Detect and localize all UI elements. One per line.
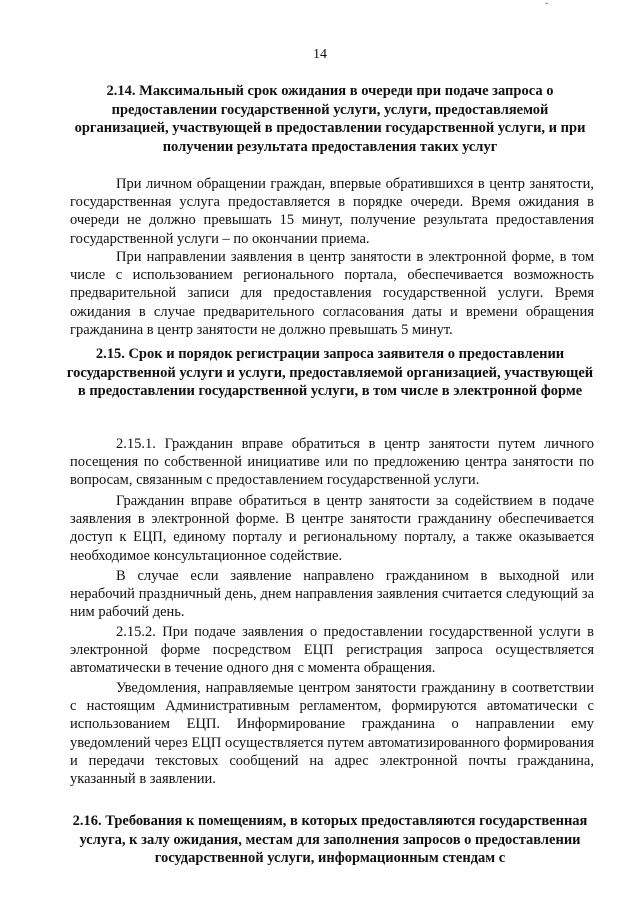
section-heading-2-14: 2.14. Максимальный срок ожидания в очереди при подаче запроса о предоставлении государственной услуги, услуги, предоставляемой организацией, участвующей в предоставлении государственной услуги, и при получении результата предоставления таких услуг xyxy=(74,83,586,155)
paragraph: При личном обращении граждан, впервые обратившихся в центр занятости, государственная услуга предоставляется в порядке очереди. Время ожидания в очереди не должно превышать 15 минут, получение результата предоставления государственной услуги – по окончании приема. xyxy=(70,176,594,247)
paragraph: Гражданин вправе обратиться в центр занятости за содействием в подаче заявления в электронной форме. В центре занятости гражданину обеспечивается доступ к ЕЦП, единому порталу и региональному порталу, а также оказывается необходимое консультационное содействие. xyxy=(70,493,594,564)
paragraph: 2.15.2. При подаче заявления о предоставлении государственной услуги в электронной форме посредством ЕЦП регистрация запроса осуществляется автоматически в течение одного дня с момента обращения. xyxy=(70,624,594,677)
scan-mark: ˇ xyxy=(545,2,549,13)
paragraph: В случае если заявление направлено гражданином в выходной или нерабочий праздничный день, днем направления заявления считается следующий за ним рабочий день. xyxy=(70,568,594,621)
paragraph: 2.15.1. Гражданин вправе обратиться в центр занятости путем личного посещения по собственной инициативе или по предложению центра занятости по вопросам, связанным с предоставлением государственной услуги. xyxy=(70,436,594,489)
section-heading-2-15: 2.15. Срок и порядок регистрации запроса заявителя о предоставлении государственной услуги и услуги, предоставляемой организацией, участвующей в предоставлении государственной услуги, в том числе в электронной форме xyxy=(66,346,594,399)
paragraph: При направлении заявления в центр занятости в электронной форме, в том числе с использованием регионального портала, обеспечивается возможность предварительной записи для предоставления государственной услуги. Время ожидания в случае предварительного согласования даты и времени обращения гражданина в центр занятости не должно превышать 5 минут. xyxy=(70,249,594,338)
paragraph: Уведомления, направляемые центром занятости гражданину в соответствии с настоящим Административным регламентом, формируются автоматически с использованием ЕЦП. Информирование гражданина о направлении ему уведомлений через ЕЦП осуществляется путем автоматизированного формирования и передачи текстовых сообщений на адрес электронной почты гражданина, указанный в заявлении. xyxy=(70,680,594,788)
section-heading-2-16: 2.16. Требования к помещениям, в которых предоставляются государственная услуга, к залу ожидания, местам для заполнения запросов о предоставлении государственной услуги, информационным стендам с xyxy=(72,813,588,866)
page-number: 14 xyxy=(313,47,327,62)
